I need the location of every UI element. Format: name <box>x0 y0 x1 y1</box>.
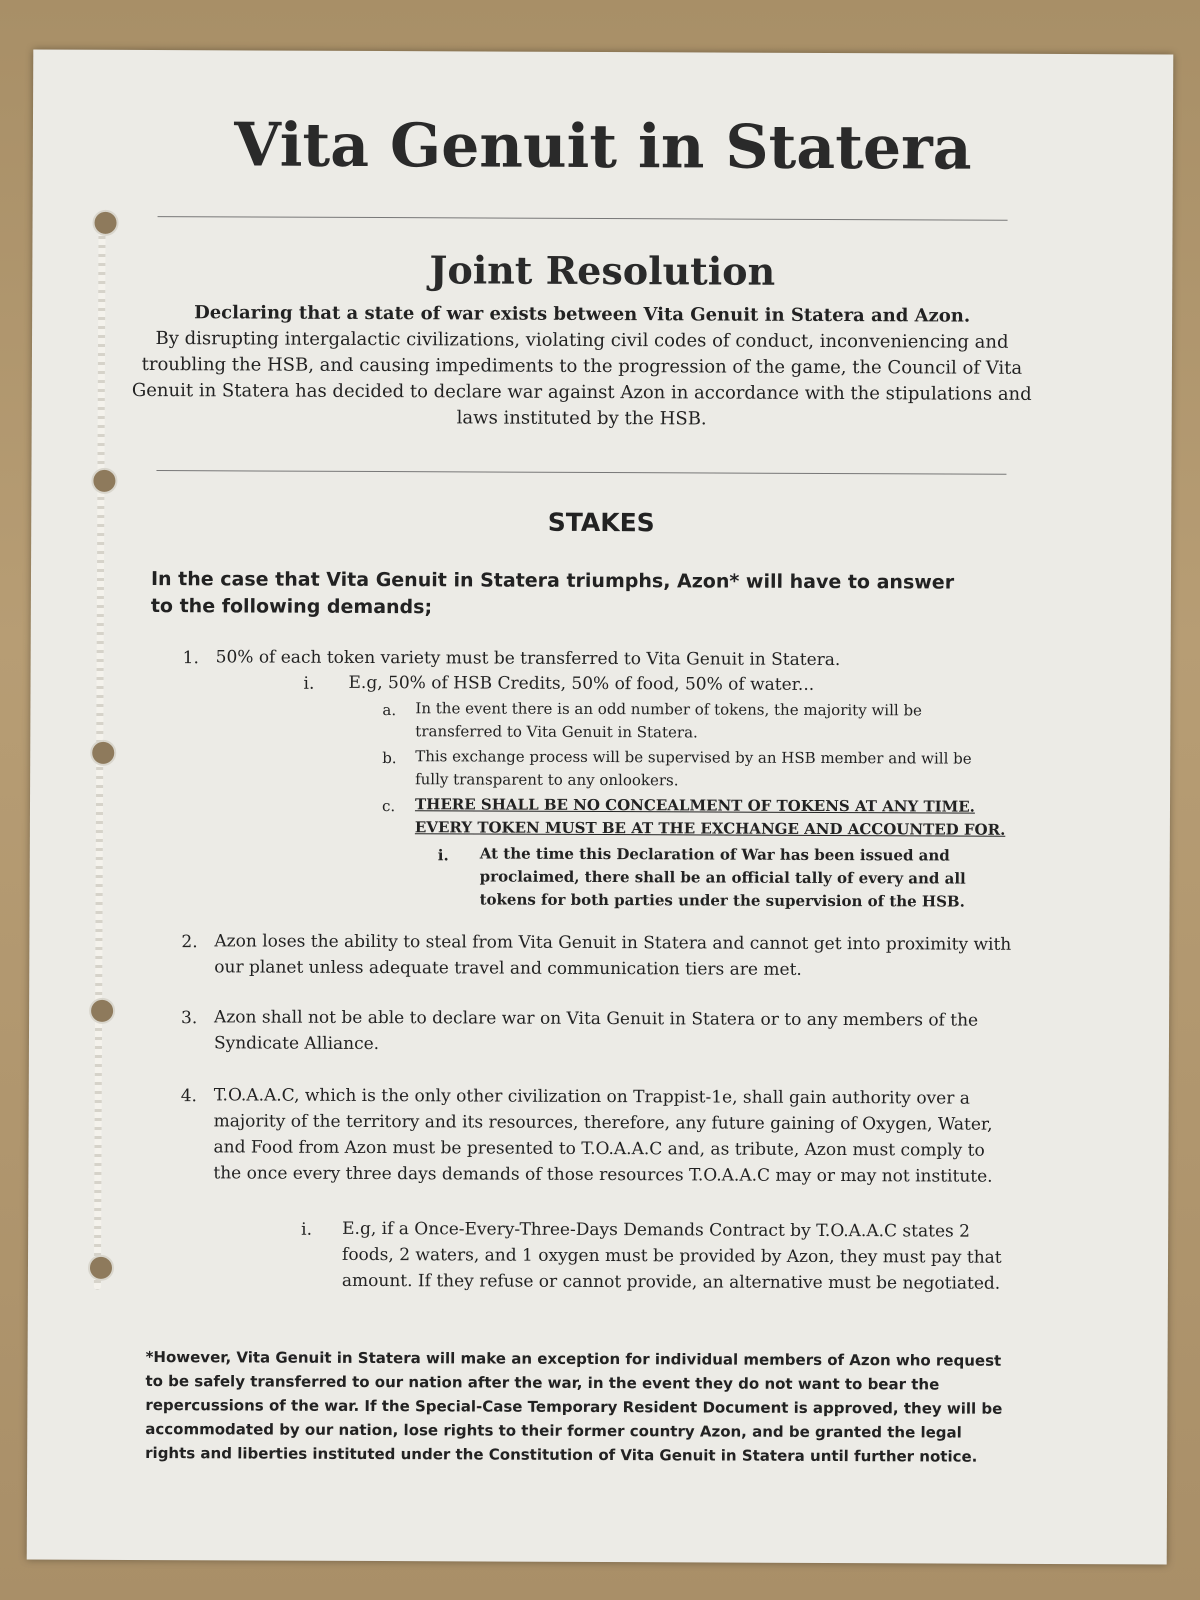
list-item: T.O.A.A.C, which is the only other civilization on Trappist-1e, shall gain authority over a majority of the territory and its resources, therefore, any future gaining of Oxygen, Water, and Food from Azon must be presented to T.O.A.A.C and, as tribute, Azon must comply to the once every three days demands of those resources T.O.A.A.C may or may not institute. <box>213 1085 993 1187</box>
item-number: i. <box>437 846 449 865</box>
declaration-body: By disrupting intergalactic civilizations, violating civil codes of conduct, inconveniencing and troubling the HSB, and causing impediments to the progression of the game, the Council of Vita Genuit in Statera has decided to declare war against Azon in accordance with the stipulations and laws instituted by the HSB. <box>131 328 1032 430</box>
item-number: i. <box>303 673 315 694</box>
divider <box>156 470 1006 475</box>
divider <box>158 216 1008 221</box>
item-number: 4. <box>180 1086 198 1107</box>
item-number: i. <box>301 1219 313 1240</box>
paper-sheet <box>27 50 1174 1565</box>
list-item: At the time this Declaration of War has been issued and proclaimed, there shall be an official tally of every and all tokens for both parties under the supervision of the HSB. <box>479 844 966 911</box>
footnote: *However, Vita Genuit in Statera will make an exception for individual members of Azon who request to be safely transferred to our nation after the war, in the event they do not want to bear the repercussions of the war. If the Special-Case Temporary Resident Document is approved, they will be accommodated by our nation, lose rights to their former country Azon, and be granted the legal rights and liberties instituted under the Constitution of Vita Genuit in Statera until further notice. <box>145 1348 1003 1466</box>
list-item: This exchange process will be supervised by an HSB member and will be fully transparent to any onlookers. <box>415 747 972 790</box>
declaration-lead: Declaring that a state of war exists between Vita Genuit in Statera and Azon. <box>194 302 971 327</box>
item-number: c. <box>381 797 396 816</box>
list-item: In the event there is an odd number of tokens, the majority will be transferred to Vita Genuit in Statera. <box>415 699 922 742</box>
item-number: a. <box>382 701 397 720</box>
item-number: b. <box>382 749 397 768</box>
declaration-paragraph <box>132 300 1033 434</box>
item-number: 2. <box>181 932 198 953</box>
item-number: 1. <box>182 648 199 669</box>
resolution-heading: Joint Resolution <box>429 247 776 294</box>
list-item: 50% of each token variety must be transferred to Vita Genuit in Statera. <box>215 647 841 671</box>
list-item: E.g, 50% of HSB Credits, 50% of food, 50% of water... <box>348 672 815 695</box>
document-title: Vita Genuit in Statera <box>234 110 972 184</box>
item-number: 3. <box>181 1008 198 1029</box>
stakes-heading: STAKES <box>547 507 655 538</box>
list-item: E.g, if a Once-Every-Three-Days Demands Contract by T.O.A.A.C states 2 foods, 2 waters, and 1 oxygen must be provided by Azon, they must pay that amount. If they refuse or cannot provide, an alternative must be negotiated. <box>341 1218 1002 1294</box>
list-item: THERE SHALL BE NO CONCEALMENT OF TOKENS AT ANY TIME. EVERY TOKEN MUST BE AT THE EXCHANGE AND ACCOUNTED FOR. <box>414 795 1006 839</box>
document-content <box>27 50 1174 1565</box>
list-item: Azon shall not be able to declare war on Vita Genuit in Statera or to any members of the Syndicate Alliance. <box>213 1007 979 1055</box>
list-item: Azon loses the ability to steal from Vita Genuit in Statera and cannot get into proximity with our planet unless adequate travel and communication tiers are met. <box>214 931 1012 980</box>
stakes-intro: In the case that Vita Genuit in Statera triumphs, Azon* will have to answer to the following demands; <box>150 568 955 619</box>
